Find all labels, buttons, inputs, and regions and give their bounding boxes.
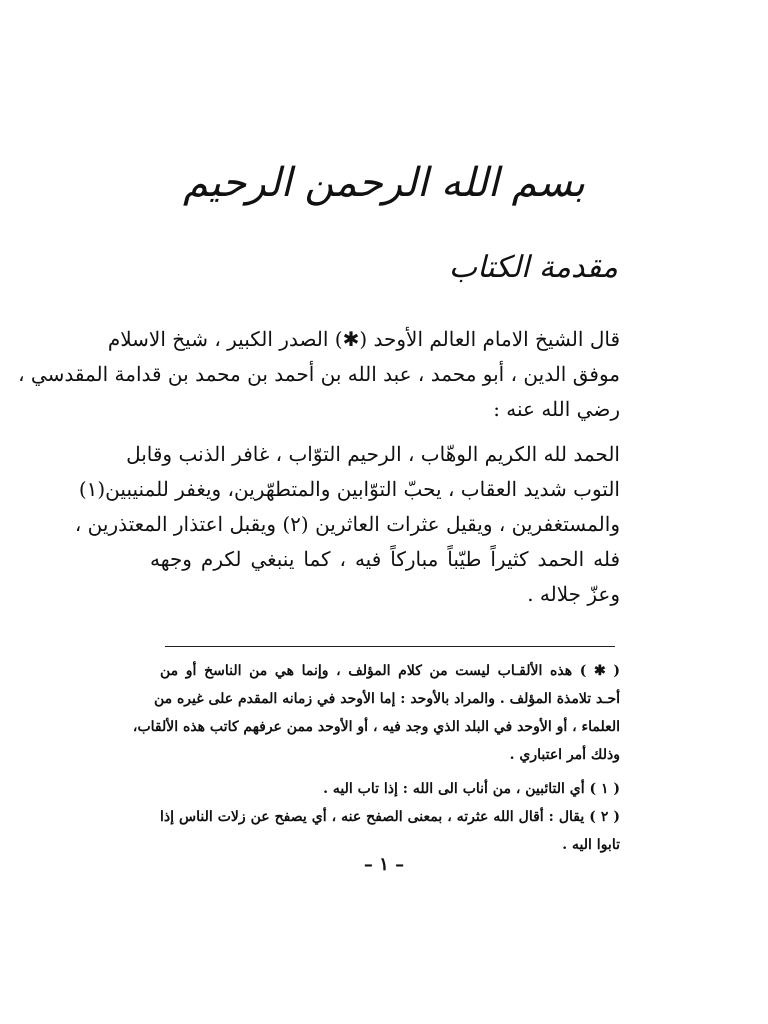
footnotes [132, 657, 621, 859]
praise-line: الحمد لله الكريم الوهّاب ، الرحيم التوّاب ، غافر الذنب وقابل [126, 442, 620, 466]
praise-line: وعزّ جلاله . [527, 582, 620, 606]
intro-line: موفق الدين ، أبو محمد ، عبد الله بن أحمد بن محمد بن قدامة المقدسي ، [18, 362, 620, 386]
intro-line: رضي الله عنه : [493, 397, 620, 421]
praise-line: والمستغفرين ، ويقيل عثرات العاثرين (٢) ويقبل اعتذار المعتذرين ، [74, 512, 620, 536]
intro-line: قال الشيخ الامام العالم الأوحد (✱) الصدر الكبير ، شيخ الاسلام [107, 327, 620, 351]
page-number: – ١ – [363, 854, 405, 875]
section-heading: مقدمة الكتاب [448, 250, 618, 285]
basmala-heading: بسم الله الرحمن الرحيم [182, 160, 586, 206]
footnote-divider [165, 646, 615, 647]
footnote-2-line: ( ٢ ) يقال : أقال الله عثرته ، بمعنى الصفح عنه ، أي يصفح عن زلات الناس إذا [160, 809, 621, 825]
praise-line: فله الحمد كثيراً طيّباً مباركاً فيه ، كما ينبغي لكرم وجهه [150, 547, 620, 571]
footnote-star-line: ( ✱ ) هذه الألقـاب ليست من كلام المؤلف ، وإنما هي من الناسخ أو من [160, 663, 620, 679]
footnote-star-line: العلماء ، أو الأوحد في البلد الذي وجد فيه ، أو الأوحد ممن عرفهم كاتب هذه الألقاب، [132, 719, 620, 735]
praise-line: التوب شديد العقاب ، يحبّ التوّابين والمتطهّرين، ويغفر للمنيبين(١) [78, 477, 620, 501]
footnote-star-line: أحـد تلامذة المؤلف . والمراد بالأوحد : إما الأوحد في زمانه المقدم على غيره من [153, 691, 620, 707]
footnote-star-line: وذلك أمر اعتباري . [509, 747, 620, 763]
footnote-2-line: تابوا اليه . [562, 837, 620, 853]
main-text [18, 322, 620, 612]
footnote-1: ( ١ ) أي التائبين ، من أناب الى الله : إذا تاب اليه . [323, 781, 620, 797]
